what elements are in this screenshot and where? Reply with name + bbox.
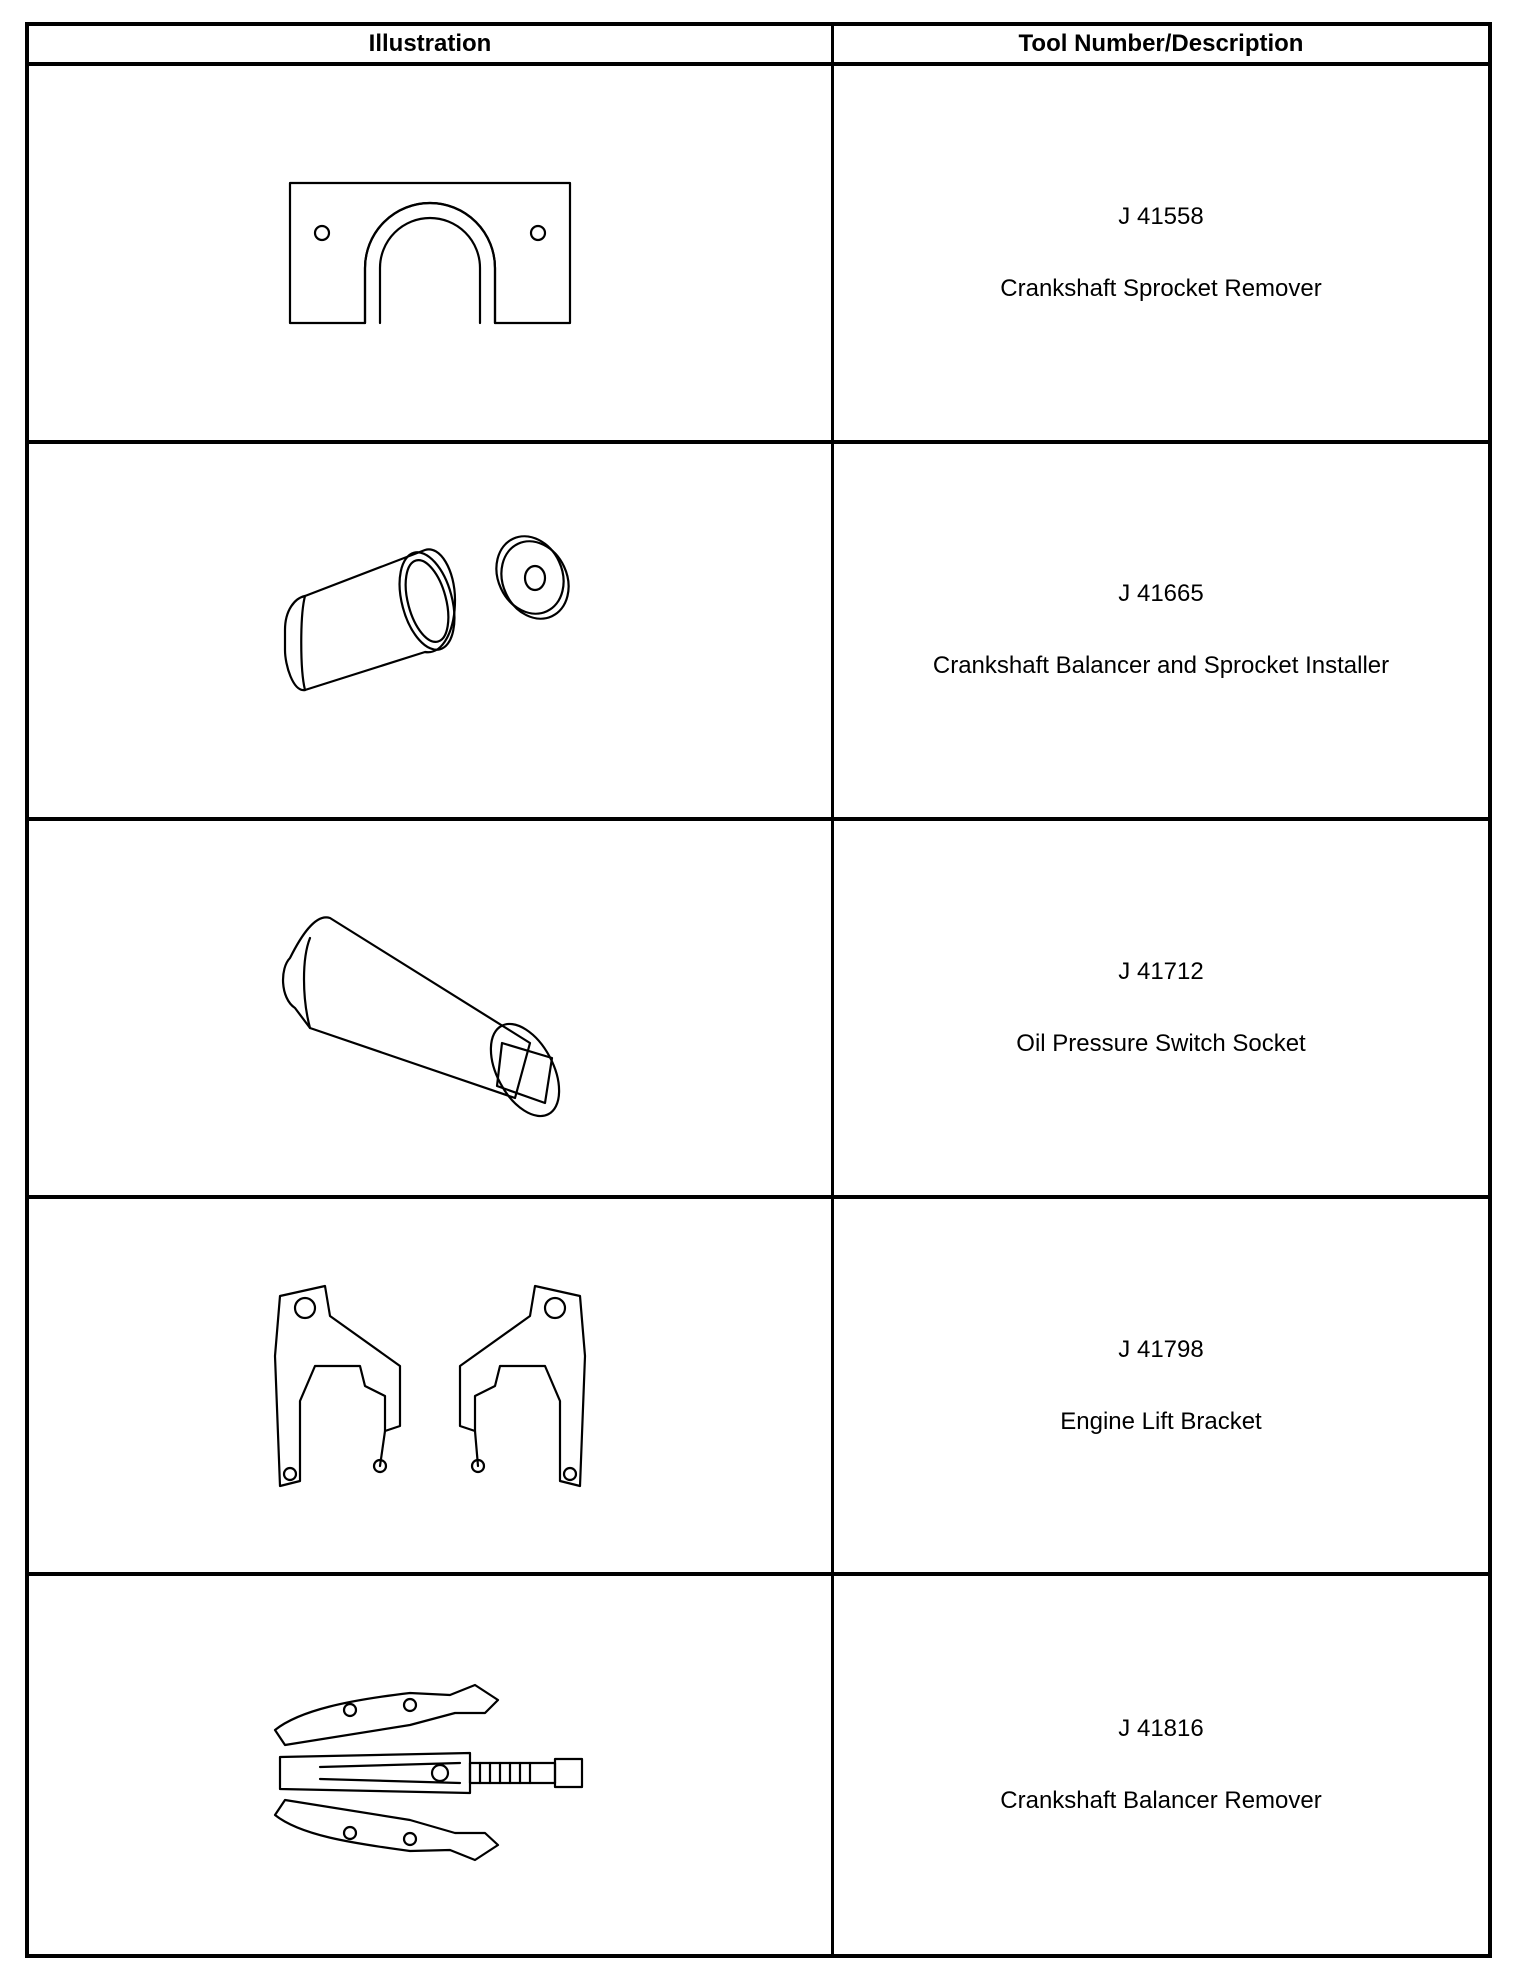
tool-description: Crankshaft Balancer and Sprocket Installer — [932, 652, 1390, 680]
header-illustration: Illustration — [29, 26, 834, 66]
tool-description: Crankshaft Sprocket Remover — [1000, 274, 1322, 302]
table-row-5-illustration-cell — [29, 1576, 834, 1954]
crankshaft-balancer-installer-illustration — [265, 540, 595, 720]
tool-number: J 41712 — [1118, 957, 1204, 985]
tool-number: J 41816 — [1118, 1715, 1204, 1743]
crankshaft-sprocket-remover-illustration — [280, 173, 580, 333]
oil-pressure-switch-socket-illustration — [270, 908, 590, 1108]
crankshaft-balancer-remover-illustration — [260, 1655, 600, 1875]
tool-description: Engine Lift Bracket — [1060, 1407, 1262, 1435]
table-row-4-description-cell — [834, 1199, 1488, 1577]
table-row-4-illustration-cell — [29, 1199, 834, 1577]
tool-number: J 41558 — [1118, 202, 1204, 230]
tool-number: J 41798 — [1118, 1335, 1204, 1363]
table-row-1-description-cell — [834, 66, 1488, 444]
table-row-3-description-cell — [834, 821, 1488, 1199]
tool-description: Crankshaft Balancer Remover — [1000, 1787, 1322, 1815]
table-row-1-illustration-cell — [29, 66, 834, 444]
header-tool-description: Tool Number/Description — [834, 26, 1488, 66]
table-row-3-illustration-cell — [29, 821, 834, 1199]
table-row-5-description-cell — [834, 1576, 1488, 1954]
engine-lift-bracket-illustration — [260, 1276, 600, 1496]
table-row-2-illustration-cell — [29, 444, 834, 822]
tool-table — [25, 22, 1492, 1958]
table-row-2-description-cell — [834, 444, 1488, 822]
tool-number: J 41665 — [1118, 580, 1204, 608]
tool-description: Oil Pressure Switch Socket — [1016, 1029, 1306, 1057]
